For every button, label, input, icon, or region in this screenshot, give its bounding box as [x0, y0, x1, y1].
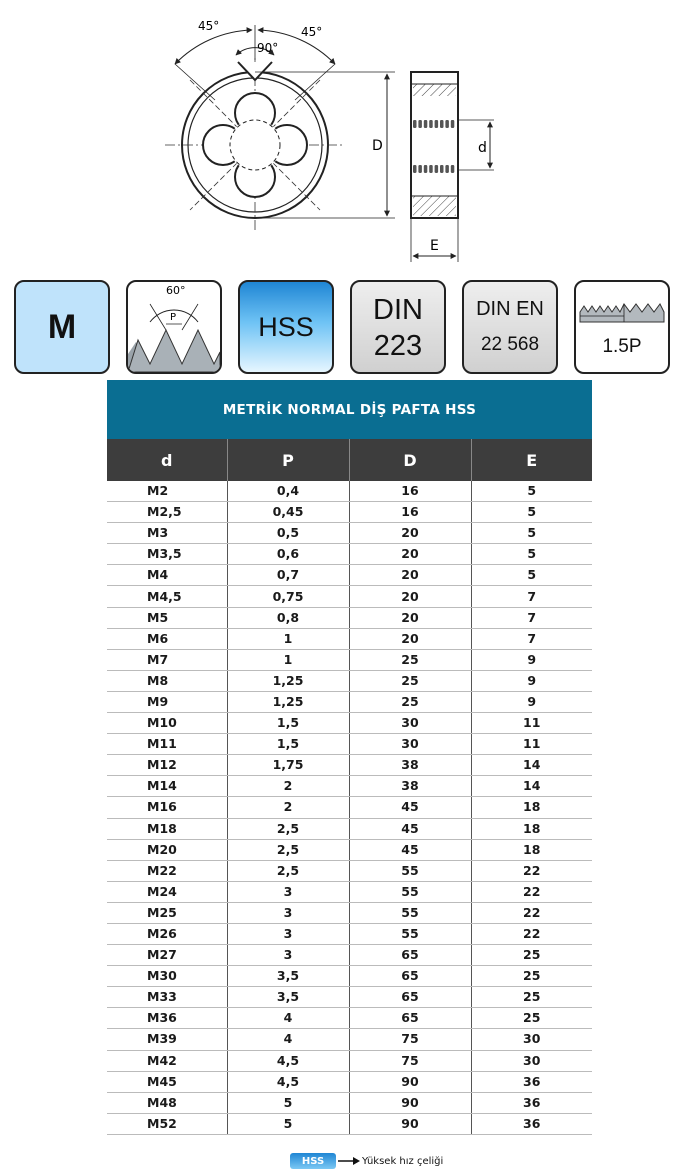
cell-e: 7 — [471, 628, 592, 649]
din-standard-icon — [350, 280, 446, 374]
cell-p: 2,5 — [227, 818, 349, 839]
cell-e: 5 — [471, 565, 592, 586]
cell-e: 22 — [471, 881, 592, 902]
table-row — [107, 1071, 592, 1092]
cell-D: 20 — [349, 523, 471, 544]
cell-d: M33 — [107, 987, 227, 1008]
cell-d: M42 — [107, 1050, 227, 1071]
table-row — [107, 565, 592, 586]
table-row — [107, 713, 592, 734]
cell-p: 0,45 — [227, 502, 349, 523]
cell-d: M8 — [107, 670, 227, 691]
header-d: d — [107, 439, 227, 481]
cell-D: 75 — [349, 1050, 471, 1071]
table-row — [107, 987, 592, 1008]
cell-D: 90 — [349, 1071, 471, 1092]
header-e: E — [471, 439, 592, 481]
dim-D-label: D — [372, 138, 383, 154]
dim-E-label: E — [430, 238, 439, 254]
table-row — [107, 734, 592, 755]
cell-D: 65 — [349, 945, 471, 966]
header-D: D — [349, 439, 471, 481]
cell-d: M3 — [107, 523, 227, 544]
table-row — [107, 1092, 592, 1113]
thread-tooth — [440, 165, 444, 173]
cell-p: 4,5 — [227, 1071, 349, 1092]
thread-tooth — [429, 120, 433, 128]
table-row — [107, 586, 592, 607]
cell-D: 38 — [349, 755, 471, 776]
table-row — [107, 523, 592, 544]
cell-d: M9 — [107, 691, 227, 712]
cell-p: 0,6 — [227, 544, 349, 565]
table-row — [107, 544, 592, 565]
cell-D: 45 — [349, 818, 471, 839]
cell-D: 90 — [349, 1113, 471, 1134]
thread-tooth — [451, 165, 455, 173]
hss-material-icon — [238, 280, 334, 374]
table-body — [107, 481, 592, 1134]
cell-e: 7 — [471, 586, 592, 607]
cell-D: 25 — [349, 649, 471, 670]
cell-e: 18 — [471, 818, 592, 839]
cell-e: 25 — [471, 987, 592, 1008]
thread-tooth — [424, 165, 428, 173]
thread-profile-graphic — [128, 282, 220, 372]
cell-D: 25 — [349, 691, 471, 712]
cell-D: 55 — [349, 860, 471, 881]
cell-p: 3,5 — [227, 987, 349, 1008]
cell-D: 38 — [349, 776, 471, 797]
cell-d: M30 — [107, 966, 227, 987]
cell-p: 0,7 — [227, 565, 349, 586]
cell-D: 55 — [349, 881, 471, 902]
cell-D: 90 — [349, 1092, 471, 1113]
thread-tooth — [440, 120, 444, 128]
table-row — [107, 502, 592, 523]
thread-tooth — [418, 120, 422, 128]
table-row — [107, 860, 592, 881]
cell-D: 65 — [349, 1008, 471, 1029]
cell-d: M11 — [107, 734, 227, 755]
table-row — [107, 607, 592, 628]
table-row — [107, 1029, 592, 1050]
cell-D: 20 — [349, 544, 471, 565]
cell-D: 30 — [349, 734, 471, 755]
table-row — [107, 797, 592, 818]
cell-d: M7 — [107, 649, 227, 670]
cell-d: M48 — [107, 1092, 227, 1113]
cell-D: 45 — [349, 797, 471, 818]
cell-p: 2,5 — [227, 839, 349, 860]
cell-e: 22 — [471, 902, 592, 923]
table-row — [107, 923, 592, 944]
angle-left-label: 45° — [198, 19, 220, 33]
cell-p: 3 — [227, 902, 349, 923]
cell-p: 2 — [227, 776, 349, 797]
angle-right-label: 45° — [301, 25, 323, 39]
cell-e: 25 — [471, 945, 592, 966]
cell-d: M4 — [107, 565, 227, 586]
cell-e: 25 — [471, 1008, 592, 1029]
table-row — [107, 776, 592, 797]
die-technical-drawing — [0, 0, 682, 270]
table-row — [107, 839, 592, 860]
cell-d: M18 — [107, 818, 227, 839]
din-en-number: 22 568 — [480, 334, 540, 355]
cell-p: 4,5 — [227, 1050, 349, 1071]
cell-d: M4,5 — [107, 586, 227, 607]
cell-e: 11 — [471, 713, 592, 734]
table-row — [107, 755, 592, 776]
table-row — [107, 649, 592, 670]
thread-tooth — [445, 165, 449, 173]
din-label: DIN — [373, 294, 423, 326]
cell-d: M39 — [107, 1029, 227, 1050]
cell-p: 0,8 — [227, 607, 349, 628]
pitch-icon — [574, 280, 670, 374]
thread-tooth — [445, 120, 449, 128]
cell-D: 25 — [349, 670, 471, 691]
cell-D: 65 — [349, 987, 471, 1008]
table-row — [107, 691, 592, 712]
cell-d: M22 — [107, 860, 227, 881]
cell-p: 3 — [227, 945, 349, 966]
cell-e: 36 — [471, 1113, 592, 1134]
table-row — [107, 966, 592, 987]
cell-e: 9 — [471, 649, 592, 670]
cell-D: 20 — [349, 607, 471, 628]
cell-p: 1,75 — [227, 755, 349, 776]
cell-p: 1 — [227, 649, 349, 670]
arrow-right-icon — [338, 1156, 360, 1166]
cell-p: 4 — [227, 1029, 349, 1050]
cell-D: 65 — [349, 966, 471, 987]
cell-d: M3,5 — [107, 544, 227, 565]
din-en-label: DIN EN — [476, 298, 544, 320]
thread-pitch-label: P — [170, 312, 177, 323]
cell-D: 55 — [349, 902, 471, 923]
cell-p: 0,75 — [227, 586, 349, 607]
thread-tooth — [429, 165, 433, 173]
legend-text: Yüksek hız çeliği — [362, 1155, 444, 1167]
cell-D: 75 — [349, 1029, 471, 1050]
pitch-label: 1.5P — [602, 336, 642, 357]
cell-e: 22 — [471, 860, 592, 881]
cell-e: 22 — [471, 923, 592, 944]
cell-d: M2 — [107, 481, 227, 502]
thread-tooth — [435, 120, 439, 128]
cell-D: 55 — [349, 923, 471, 944]
cell-e: 14 — [471, 755, 592, 776]
cell-e: 5 — [471, 523, 592, 544]
cell-d: M24 — [107, 881, 227, 902]
cell-p: 5 — [227, 1113, 349, 1134]
cell-e: 5 — [471, 481, 592, 502]
cell-p: 3,5 — [227, 966, 349, 987]
table-row — [107, 902, 592, 923]
cell-D: 20 — [349, 565, 471, 586]
cell-p: 0,5 — [227, 523, 349, 544]
cell-d: M25 — [107, 902, 227, 923]
thread-tooth — [424, 120, 428, 128]
table-row — [107, 1008, 592, 1029]
cell-e: 5 — [471, 502, 592, 523]
cell-d: M20 — [107, 839, 227, 860]
die-size-table — [107, 380, 592, 1135]
thread-tooth — [451, 120, 455, 128]
cell-e: 18 — [471, 839, 592, 860]
cell-d: M45 — [107, 1071, 227, 1092]
cell-D: 16 — [349, 481, 471, 502]
cell-d: M36 — [107, 1008, 227, 1029]
table-row — [107, 881, 592, 902]
thread-tooth — [413, 120, 417, 128]
cell-e: 7 — [471, 607, 592, 628]
legend-hss-badge: HSS — [290, 1153, 336, 1169]
table-row — [107, 1050, 592, 1071]
metric-thread-icon — [14, 280, 110, 374]
cell-p: 4 — [227, 1008, 349, 1029]
pitch-graphic — [576, 282, 668, 332]
cell-D: 16 — [349, 502, 471, 523]
legend — [290, 1151, 443, 1171]
cell-d: M26 — [107, 923, 227, 944]
din-number: 223 — [373, 330, 423, 362]
cell-p: 1 — [227, 628, 349, 649]
cell-d: M6 — [107, 628, 227, 649]
table-row — [107, 1113, 592, 1134]
table-title: METRİK NORMAL DİŞ PAFTA HSS — [107, 380, 592, 439]
spec-icon-row — [14, 280, 670, 376]
cell-e: 18 — [471, 797, 592, 818]
cell-e: 14 — [471, 776, 592, 797]
cell-d: M27 — [107, 945, 227, 966]
cell-p: 3 — [227, 881, 349, 902]
dimensions-table — [107, 439, 592, 1135]
thread-tooth — [413, 165, 417, 173]
hss-label: HSS — [258, 311, 314, 342]
thread-profile-icon — [126, 280, 222, 374]
cell-e: 11 — [471, 734, 592, 755]
metric-label: M — [47, 307, 77, 346]
cell-d: M14 — [107, 776, 227, 797]
cell-p: 3 — [227, 923, 349, 944]
table-row — [107, 945, 592, 966]
table-row — [107, 481, 592, 502]
cell-d: M52 — [107, 1113, 227, 1134]
cell-e: 9 — [471, 670, 592, 691]
cell-p: 1,5 — [227, 734, 349, 755]
cell-D: 45 — [349, 839, 471, 860]
cell-D: 30 — [349, 713, 471, 734]
cell-e: 9 — [471, 691, 592, 712]
cell-e: 5 — [471, 544, 592, 565]
cell-d: M12 — [107, 755, 227, 776]
cell-D: 20 — [349, 628, 471, 649]
cell-p: 1,5 — [227, 713, 349, 734]
table-header-row — [107, 439, 592, 481]
cell-e: 36 — [471, 1071, 592, 1092]
cell-e: 36 — [471, 1092, 592, 1113]
header-p: P — [227, 439, 349, 481]
thread-angle-label: 60° — [166, 284, 186, 297]
din-en-standard-icon — [462, 280, 558, 374]
cell-D: 20 — [349, 586, 471, 607]
table-row — [107, 670, 592, 691]
cell-p: 0,4 — [227, 481, 349, 502]
cell-d: M10 — [107, 713, 227, 734]
cell-p: 2 — [227, 797, 349, 818]
cell-e: 25 — [471, 966, 592, 987]
thread-tooth — [418, 165, 422, 173]
cell-d: M5 — [107, 607, 227, 628]
cell-e: 30 — [471, 1050, 592, 1071]
cell-p: 5 — [227, 1092, 349, 1113]
cell-d: M16 — [107, 797, 227, 818]
angle-top-label: 90° — [257, 41, 279, 55]
table-row — [107, 818, 592, 839]
cell-p: 1,25 — [227, 670, 349, 691]
thread-tooth — [435, 165, 439, 173]
dim-d-label: d — [478, 140, 487, 156]
cell-d: M2,5 — [107, 502, 227, 523]
table-row — [107, 628, 592, 649]
cell-p: 1,25 — [227, 691, 349, 712]
cell-e: 30 — [471, 1029, 592, 1050]
cell-p: 2,5 — [227, 860, 349, 881]
